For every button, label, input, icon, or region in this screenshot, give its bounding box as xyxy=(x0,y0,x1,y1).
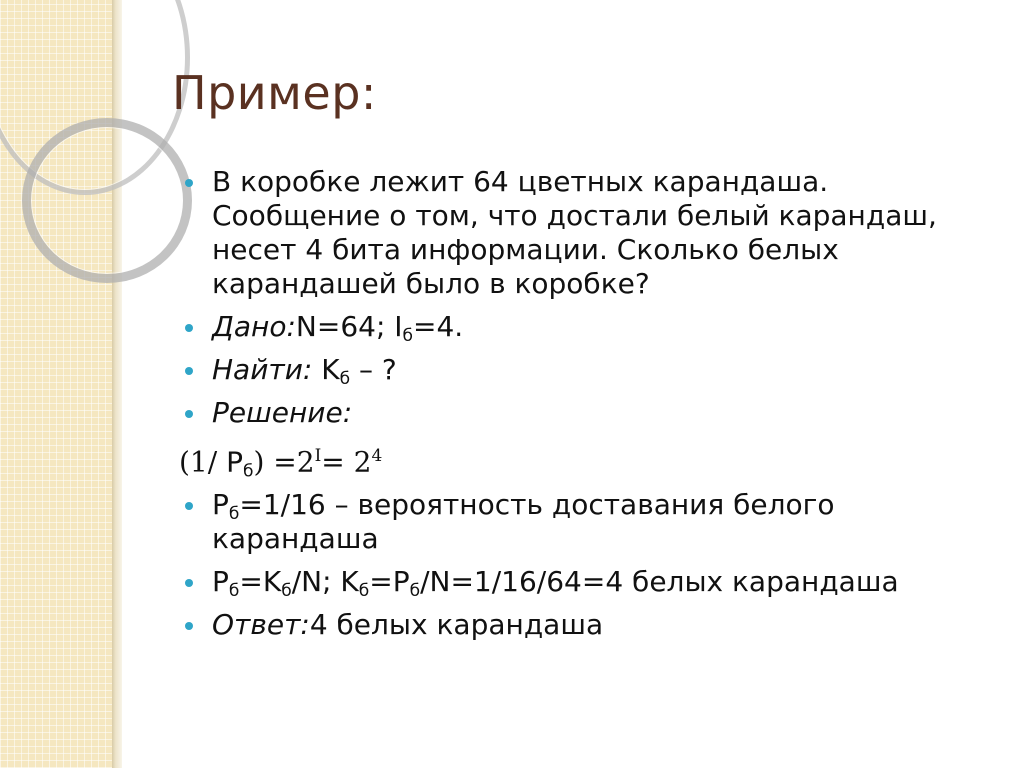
formula-exponent-4: 4 xyxy=(371,446,383,466)
find-label: Найти: xyxy=(212,353,313,386)
list-item-answer xyxy=(185,608,985,642)
list-item-solution xyxy=(185,396,985,430)
slide-content xyxy=(179,165,985,651)
bullet-dot xyxy=(185,324,193,332)
prob-text: =1/16 – вероятность доставания белого карандаша xyxy=(212,488,835,556)
list-item-problem xyxy=(185,165,985,301)
solution-label: Решение: xyxy=(212,396,353,429)
given-tail: =4. xyxy=(413,310,464,343)
calc-part-1: =K xyxy=(239,565,282,599)
answer-label: Ответ: xyxy=(212,608,310,642)
formula-exponent-i: I xyxy=(314,446,322,466)
list-item-calculation xyxy=(185,565,985,602)
prob-p: P xyxy=(212,488,229,522)
formula-open: (1/ xyxy=(179,445,227,479)
calc-part-4: /N=1/16/64=4 белых карандаша xyxy=(420,565,899,599)
formula-subscript: б xyxy=(242,461,254,482)
bullet-dot xyxy=(185,410,193,418)
slide-title: Пример: xyxy=(172,66,377,120)
formula-middle: = 2 xyxy=(321,445,372,479)
given-label: Дано: xyxy=(212,310,296,343)
formula-p: P xyxy=(226,445,243,479)
calc-subscript-4: б xyxy=(409,581,421,602)
calc-subscript-1: б xyxy=(228,581,240,602)
prob-subscript: б xyxy=(228,504,240,525)
find-subscript: б xyxy=(339,369,351,389)
calc-subscript-2: б xyxy=(281,581,292,602)
decorative-ring-small xyxy=(22,118,192,283)
calc-subscript-3: б xyxy=(358,581,370,602)
list-item-probability xyxy=(185,488,985,556)
calc-part-3: =P xyxy=(369,565,410,599)
find-variable: K xyxy=(312,353,340,386)
given-subscript: б xyxy=(402,326,414,346)
list-item-find xyxy=(185,353,985,387)
problem-text: В коробке лежит 64 цветных карандаша. Сообщение о том, что достали белый карандаш, несет 4 бита информации. Сколько белых карандашей было в коробке? xyxy=(212,165,937,300)
answer-text: 4 белых карандаша xyxy=(309,608,604,642)
find-tail: – ? xyxy=(350,353,397,386)
calc-part-2: /N; K xyxy=(291,565,359,599)
bullet-dot xyxy=(185,579,193,587)
bullet-dot xyxy=(185,622,193,630)
bullet-dot xyxy=(185,502,193,510)
bullet-dot xyxy=(185,367,193,375)
bullet-dot xyxy=(185,179,193,187)
formula-close: ) =2 xyxy=(253,445,315,479)
formula-line xyxy=(179,439,985,482)
calc-p: P xyxy=(212,565,229,599)
list-item-given xyxy=(185,310,985,344)
given-values: N=64; I xyxy=(295,310,403,343)
